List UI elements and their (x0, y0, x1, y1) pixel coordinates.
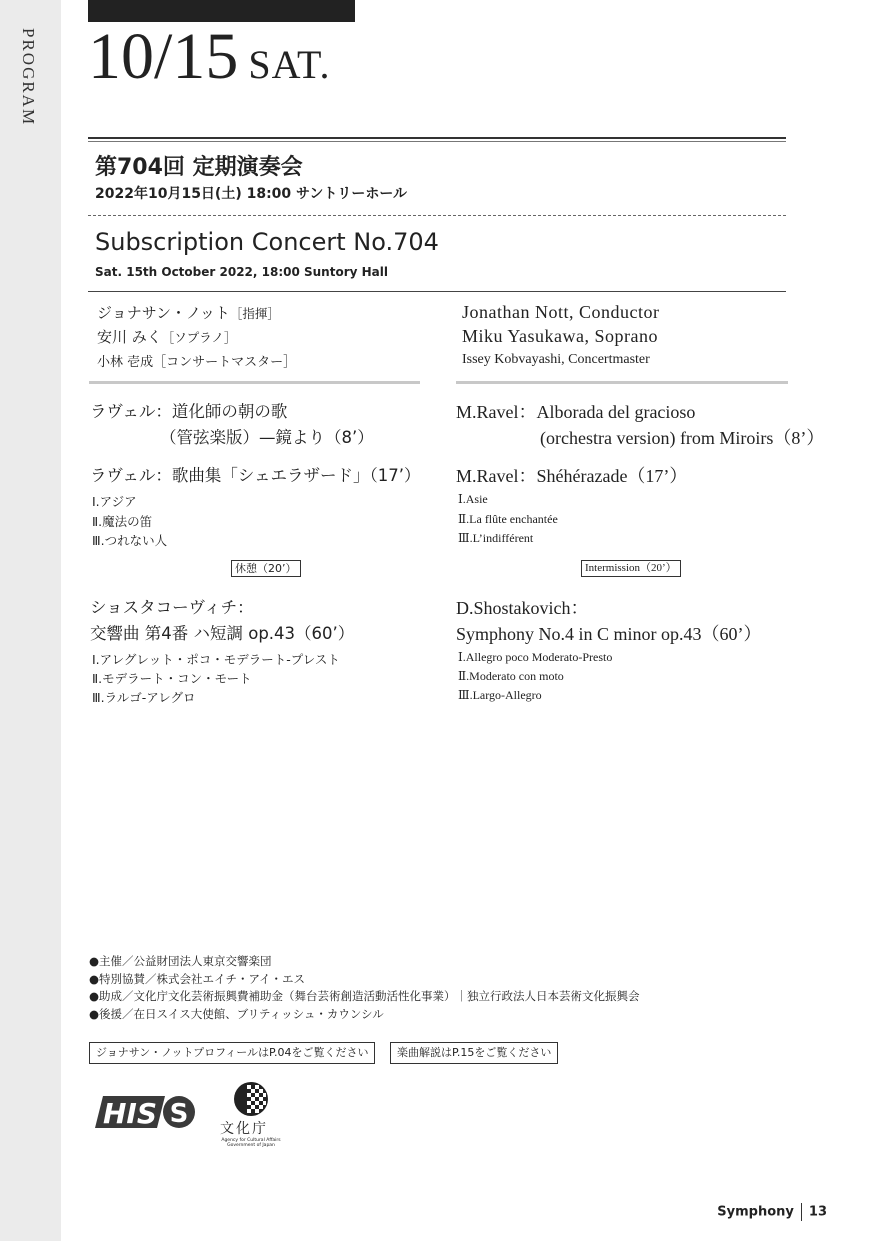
jp-piece3-mvt1: Ⅰ.アレグレット・ポコ・モデラート-プレスト (92, 652, 340, 667)
jp-piece2-mvt3: Ⅲ.つれない人 (92, 533, 168, 548)
performer-role: ［指揮］ (229, 306, 280, 321)
en-piece3-mvt3: Ⅲ.Largo-Allegro (458, 688, 542, 702)
jp-piece3-mvt3: Ⅲ.ラルゴ-アレグロ (92, 690, 196, 705)
en-piece3-mvt1: Ⅰ.Allegro poco Moderato-Presto (458, 650, 613, 664)
en-concert-title: Subscription Concert No.704 (95, 228, 439, 256)
en-concert-subtitle: Sat. 15th October 2022, 18:00 Suntory Hall (95, 265, 388, 279)
jp-piece2-mvt2: Ⅱ.魔法の笛 (92, 514, 153, 529)
notes-reference-box: 楽曲解説はP.15をご覧ください (390, 1042, 558, 1064)
bunka-logo-text: 文化庁 (220, 1121, 268, 1137)
en-piece3-mvt2: Ⅱ.Moderato con moto (458, 669, 564, 683)
jp-intermission-box: 休憩（20’） (231, 560, 301, 577)
jp-piece3-line1: ショスタコーヴィチ： (90, 598, 254, 617)
page-footer (717, 1203, 827, 1221)
bunka-logo-caption: Agency for Cultural Affairs Government of Japan (221, 1138, 281, 1148)
double-rule (88, 137, 786, 142)
performer-name: 小林 壱成 (97, 355, 154, 370)
his-logo (93, 1094, 197, 1130)
jp-piece2: ラヴェル：歌曲集「シェエラザード」（17’） (90, 466, 421, 485)
performer-role: ［コンサートマスター］ (153, 355, 297, 370)
credit-sponsor: ●特別協賛／株式会社エイチ・アイ・エス (89, 971, 305, 986)
performer-en-soprano: Miku Yasukawa, Soprano (462, 326, 659, 346)
jp-concert-subtitle: 2022年10月15日(土) 18:00 サントリーホール (95, 186, 408, 202)
side-band (0, 0, 61, 1241)
jp-concert-title: 第704回 定期演奏会 (95, 155, 303, 180)
bunka-emblem (233, 1081, 269, 1117)
en-piece1-line1: M.Ravel：Alborada del gracioso (456, 402, 696, 422)
jp-piece3-line2: 交響曲 第4番 ハ短調 op.43（60’） (90, 624, 355, 643)
credit-support: ●後援／在日スイス大使館、ブリティッシュ・カウンシル (89, 1006, 384, 1021)
concert-date (88, 22, 331, 100)
jp-piece1-line1: ラヴェル：道化師の朝の歌 (90, 402, 288, 421)
solid-rule (88, 291, 786, 292)
en-piece3-line2: Symphony No.4 in C minor op.43（60’） (456, 624, 762, 644)
side-program-label: PROGRAM (19, 28, 38, 127)
en-piece2-mvt2: Ⅱ.La flûte enchantée (458, 512, 558, 526)
credit-organizer: ●主催／公益財団法人東京交響楽団 (89, 954, 272, 968)
svg-text:S: S (169, 1099, 189, 1129)
top-bar (88, 0, 355, 22)
performer-role: ［ソプラノ］ (161, 330, 237, 345)
performer-en-concertmaster: Issey Kobvayashi, Concertmaster (462, 352, 650, 367)
footer-separator (801, 1203, 802, 1221)
performer-jp-soprano (97, 326, 236, 347)
date-weekday: SAT. (248, 42, 331, 87)
en-piece2: M.Ravel：Shéhérazade（17’） (456, 466, 688, 486)
en-piece2-mvt3: Ⅲ.L’indifférent (458, 531, 534, 545)
page-number: 13 (808, 1204, 827, 1220)
performer-jp-conductor (97, 302, 280, 323)
grey-rule-right (456, 381, 788, 384)
en-piece2-mvt1: Ⅰ.Asie (458, 492, 488, 506)
performer-name: 安川 みく (97, 328, 162, 346)
grey-rule-left (89, 381, 420, 384)
profile-reference-box: ジョナサン・ノットプロフィールはP.04をご覧ください (89, 1042, 375, 1064)
jp-piece1-line2: （管弦楽版）—鏡より（8’） (160, 428, 374, 447)
credits-block (89, 953, 640, 1023)
jp-piece3-mvt2: Ⅱ.モデラート・コン・モート (92, 671, 252, 686)
performer-jp-concertmaster (97, 351, 296, 370)
credit-grant: ●助成／文化庁文化芸術振興費補助金（舞台芸術創造活動活性化事業）｜独立行政法人日本芸術文化振興会 (89, 989, 640, 1003)
footer-label: Symphony (717, 1204, 794, 1220)
performer-en-conductor: Jonathan Nott, Conductor (462, 302, 660, 322)
dashed-rule (88, 215, 786, 216)
en-piece3-line1: D.Shostakovich： (456, 598, 589, 618)
his-logo-text: HIS (102, 1097, 158, 1130)
jp-piece2-mvt1: Ⅰ.アジア (92, 494, 137, 509)
en-intermission-box: Intermission（20’） (581, 560, 681, 577)
date-number: 10/15 (88, 20, 239, 93)
en-piece1-line2: (orchestra version) from Miroirs（8’） (540, 428, 825, 448)
performer-name: ジョナサン・ノット (97, 304, 230, 322)
